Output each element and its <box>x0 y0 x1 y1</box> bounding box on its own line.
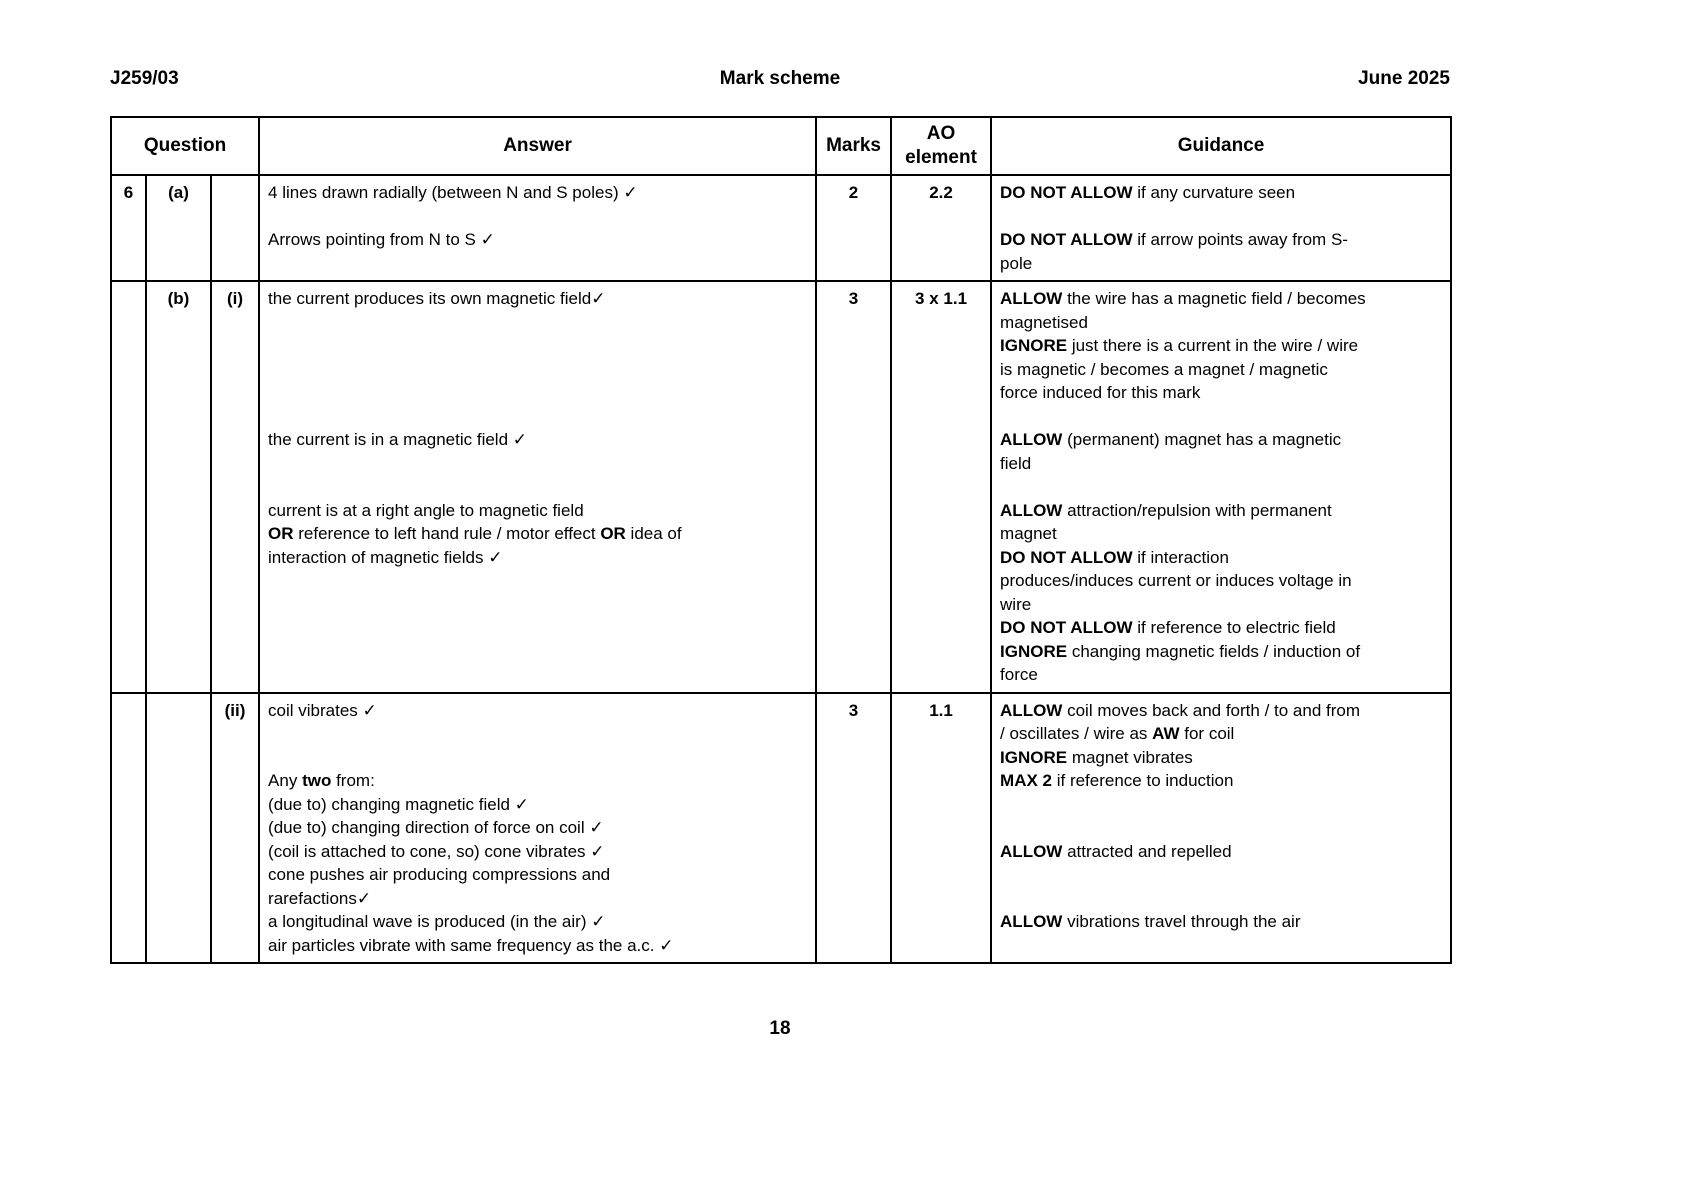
guidance-line: ALLOW the wire has a magnetic field / becomes <box>1000 289 1366 308</box>
guidance-line <box>1000 475 1442 499</box>
mark-scheme-table <box>110 116 1452 964</box>
answer-line <box>268 381 807 405</box>
answer-line: a longitudinal wave is produced (in the air) ✓ <box>268 912 606 931</box>
answer-line <box>268 334 807 358</box>
question-subpart-cell <box>211 175 259 281</box>
guidance-line: magnet <box>1000 524 1057 543</box>
answer-line: (due to) changing direction of force on coil ✓ <box>268 818 604 837</box>
page-number: 18 <box>769 1018 791 1039</box>
ao-element-cell: 1.1 <box>891 693 991 964</box>
guidance-line: wire <box>1000 594 1032 614</box>
answer-line: (coil is attached to cone, so) cone vibrates ✓ <box>268 841 605 861</box>
answer-line: current is at a right angle to magnetic field <box>268 500 584 520</box>
guidance-line: ALLOW attracted and repelled <box>1000 841 1232 861</box>
question-part-cell: (b) <box>146 281 211 693</box>
mark-scheme-row <box>111 175 1451 281</box>
answer-line <box>268 452 807 476</box>
answer-line: 4 lines drawn radially (between N and S poles) ✓ <box>268 183 638 202</box>
answer-line <box>268 722 807 746</box>
doc-title: Mark scheme <box>719 68 841 89</box>
answer-line: the current is in a magnetic field ✓ <box>268 430 528 449</box>
guidance-line: ALLOW vibrations travel through the air <box>1000 912 1301 931</box>
answer-line: coil vibrates ✓ <box>268 700 377 720</box>
guidance-line: is magnetic / becomes a magnet / magnetic <box>1000 359 1328 379</box>
answer-header-cell: Answer <box>259 117 816 175</box>
ao-element-header-cell: AO element <box>891 117 991 175</box>
answer-cell <box>259 693 816 964</box>
marks-cell: 2 <box>816 175 891 281</box>
answer-cell <box>259 281 816 693</box>
question-subpart-cell: (i) <box>211 281 259 693</box>
mark-scheme-row <box>111 281 1451 693</box>
answer-line: Arrows pointing from N to S ✓ <box>268 230 495 249</box>
guidance-line <box>1000 205 1442 229</box>
guidance-line <box>1000 816 1442 840</box>
table-body <box>111 175 1451 963</box>
answer-cell <box>259 175 816 281</box>
guidance-line <box>1000 863 1442 887</box>
question-header-cell: Question <box>111 117 259 175</box>
answer-line: OR reference to left hand rule / motor effect OR idea of <box>268 524 682 543</box>
answer-line: the current produces its own magnetic field✓ <box>268 289 606 308</box>
guidance-cell <box>991 281 1451 693</box>
answer-line <box>268 746 807 770</box>
question-part-cell: (a) <box>146 175 211 281</box>
guidance-line: pole <box>1000 253 1033 273</box>
marks-cell: 3 <box>816 281 891 693</box>
question-number-cell <box>111 693 146 964</box>
guidance-line <box>1000 887 1442 911</box>
answer-line: interaction of magnetic fields ✓ <box>268 547 503 567</box>
question-number-cell <box>111 281 146 693</box>
guidance-line: field <box>1000 453 1032 473</box>
guidance-cell <box>991 175 1451 281</box>
question-subpart-cell: (ii) <box>211 693 259 964</box>
marks-header-cell: Marks <box>816 117 891 175</box>
answer-line: air particles vibrate with same frequency as the a.c. ✓ <box>268 935 674 955</box>
guidance-line: DO NOT ALLOW if any curvature seen <box>1000 183 1296 202</box>
answer-line: (due to) changing magnetic field ✓ <box>268 794 529 814</box>
marks-cell: 3 <box>816 693 891 964</box>
mark-scheme-row <box>111 693 1451 964</box>
guidance-line: DO NOT ALLOW if reference to electric field <box>1000 618 1336 637</box>
doc-date: June 2025 <box>1358 68 1450 89</box>
guidance-line <box>1000 793 1442 817</box>
ao-element-cell: 3 x 1.1 <box>891 281 991 693</box>
question-number-cell: 6 <box>111 175 146 281</box>
guidance-line: ALLOW coil moves back and forth / to and from <box>1000 700 1361 720</box>
guidance-header-cell: Guidance <box>991 117 1451 175</box>
answer-line: cone pushes air producing compressions and <box>268 865 611 884</box>
guidance-line: force induced for this mark <box>1000 383 1201 402</box>
table-header-row <box>111 117 1451 175</box>
guidance-line: MAX 2 if reference to induction <box>1000 771 1234 790</box>
answer-line: Any two from: <box>268 771 375 790</box>
guidance-line: DO NOT ALLOW if interaction <box>1000 547 1229 567</box>
guidance-line: ALLOW attraction/repulsion with permanent <box>1000 500 1332 520</box>
answer-line <box>268 205 807 229</box>
ao-element-cell: 2.2 <box>891 175 991 281</box>
guidance-line: magnetised <box>1000 312 1088 332</box>
guidance-line: DO NOT ALLOW if arrow points away from S- <box>1000 230 1348 249</box>
guidance-line: force <box>1000 665 1038 684</box>
guidance-line <box>1000 405 1442 429</box>
guidance-line: ALLOW (permanent) magnet has a magnetic <box>1000 430 1342 449</box>
answer-line <box>268 311 807 335</box>
answer-line <box>268 405 807 429</box>
doc-header <box>110 0 1450 90</box>
answer-line <box>268 475 807 499</box>
doc-code: J259/03 <box>110 68 179 89</box>
guidance-line: IGNORE just there is a current in the wire / wire <box>1000 336 1359 355</box>
guidance-line: IGNORE magnet vibrates <box>1000 747 1193 767</box>
guidance-cell <box>991 693 1451 964</box>
answer-line: rarefactions✓ <box>268 888 372 908</box>
question-part-cell <box>146 693 211 964</box>
guidance-line: / oscillates / wire as AW for coil <box>1000 724 1235 743</box>
guidance-line: produces/induces current or induces voltage in <box>1000 571 1352 590</box>
guidance-line: IGNORE changing magnetic fields / induction of <box>1000 641 1361 661</box>
answer-line <box>268 358 807 382</box>
